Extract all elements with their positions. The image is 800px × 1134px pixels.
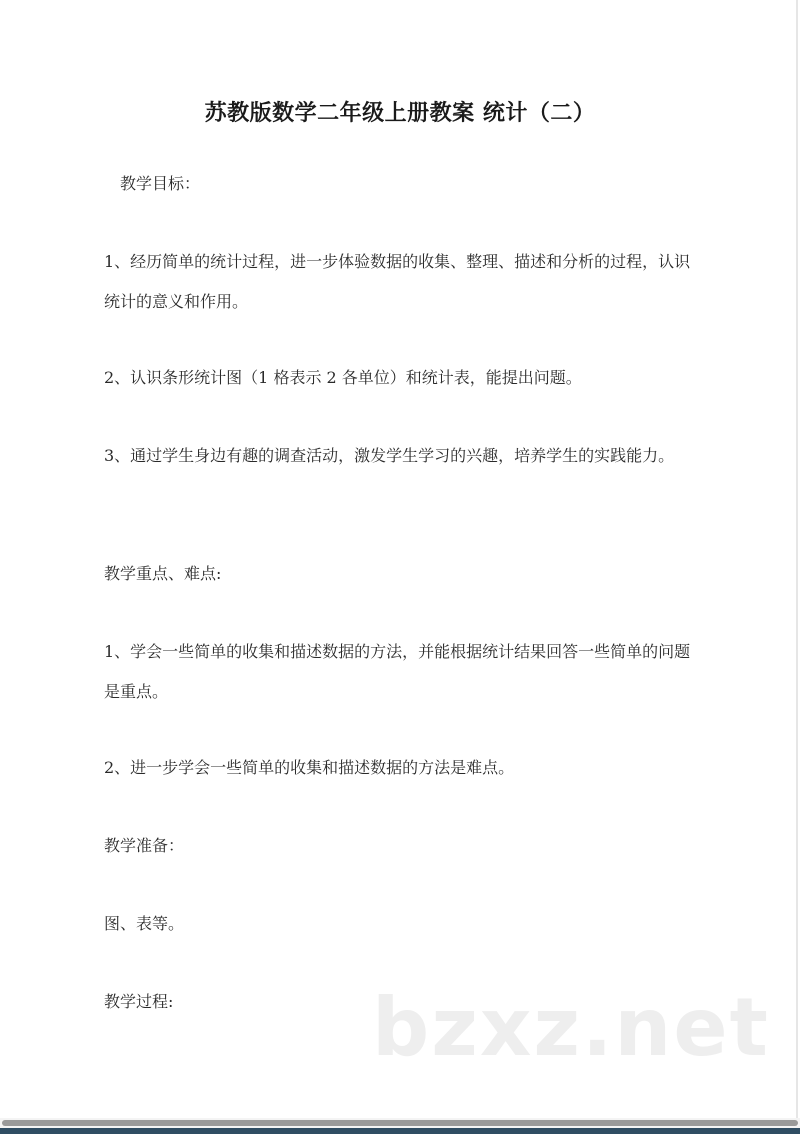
horizontal-scrollbar-thumb[interactable]	[2, 1120, 798, 1126]
heading-key-difficult-points: 教学重点、难点:	[104, 564, 222, 583]
goal-item-2: 2、认识条形统计图（1 格表示 2 各单位）和统计表，能提出问题。	[104, 368, 582, 387]
goal-item-1: 1、经历简单的统计过程，进一步体验数据的收集、整理、描述和分析的过程，认识统计的意义和作用。	[104, 252, 691, 311]
heading-teaching-goals: 教学目标：	[120, 174, 201, 193]
key-point-item-2: 2、进一步学会一些简单的收集和描述数据的方法是难点。	[104, 758, 515, 777]
watermark: bzxz.net	[372, 981, 770, 1074]
heading-teaching-process: 教学过程:	[104, 992, 174, 1011]
key-point-item-1: 1、学会一些简单的收集和描述数据的方法，并能根据统计结果回答一些简单的问题是重点。	[104, 642, 691, 701]
document-title: 苏教版数学二年级上册教案 统计（二）	[204, 101, 596, 126]
goal-item-3: 3、通过学生身边有趣的调查活动，激发学生学习的兴趣，培养学生的实践能力。	[104, 446, 675, 465]
bottom-strip	[0, 1128, 800, 1134]
heading-teaching-preparation: 教学准备：	[104, 836, 185, 855]
preparation-body: 图、表等。	[104, 914, 185, 933]
